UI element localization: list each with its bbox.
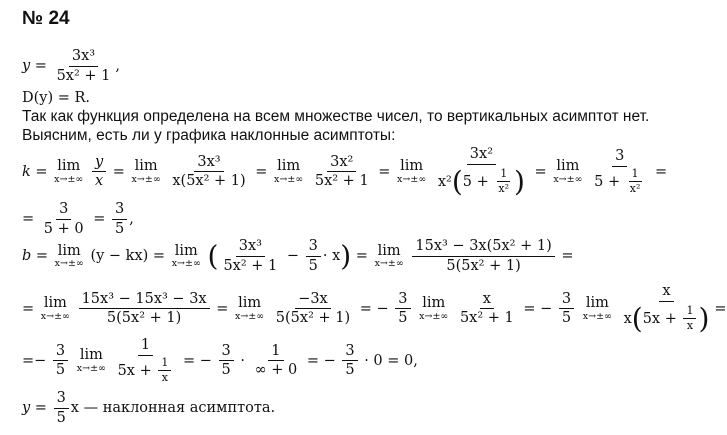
page-title: № 24 xyxy=(22,8,70,29)
k-result-line: = $\frac{3}{5 + 0}$ = $\frac{3}{5}$ , xyxy=(22,201,134,237)
b-result-line: =− $\frac{3}{5}$ lim x→±∞ 1 5x + $\frac{1}{x}$ = − $\frac{3}{5}$ · $\frac{1}{\infty + 0}$ = − $\frac{3}{5}$ · 0 = 0, xyxy=(22,337,418,385)
final-asymptote-line: y = $\frac{3}{5}$ x — наклонная асимптота. xyxy=(22,390,276,426)
k-limit-line: k = lim x→±∞ $\frac{y}{x}$ = lim x→±∞ $\frac{\text{3x³}}{\text{x(5x² + 1)}}$ = lim x→±∞ $\frac{\text{3x²}}{\text{5x² + 1}}$ = lim x→±∞ 3x² x²(5 + $\frac{1}{\text{x²}}$ ) = lim x→±∞ 3 5 + $\frac{1}{\text{x²}}$ = xyxy=(22,146,668,198)
domain-line: D(y) = R. xyxy=(22,90,91,106)
text-oblique-asymptotes: Выясним, есть ли у графика наклонные асимптоты: xyxy=(22,127,396,144)
fraction: $\frac{\text{3x³}}{\text{5x² + 1}}$ xyxy=(56,48,111,84)
b-limit-line: b = lim x→±∞ (y − kx) = lim x→±∞ ( $\frac{\text{3x³}}{\text{5x² + 1}}$ − $\frac{3}{5}$ · x) = lim x→±∞ $\frac{\text{15x³ − 3x(5x² + 1)}}{\text{5(5x² + 1)}}$ = xyxy=(22,238,574,274)
function-definition: y = $\frac{\text{3x³}}{\text{5x² + 1}}$ , xyxy=(22,48,120,84)
b-simplify-line: = lim x→±∞ $\frac{\text{15x³ − 15x³ − 3x}}{\text{5(5x² + 1)}}$ = lim x→±∞ $\frac{-3x}{\text{5(5x² + 1)}}$ = − $\frac{3}{5}$ lim x→±∞ $\frac{x}{\text{5x² + 1}}$ = − $\frac{3}{5}$ lim x→±∞ x x(5x + $\frac{1}{x}$ ) = xyxy=(22,283,727,335)
text-vertical-asymptotes: Так как функция определена на всем множестве чисел, то вертикальных асимптот нет. xyxy=(22,108,650,125)
lim-operator: lim x→±∞ xyxy=(54,158,84,185)
